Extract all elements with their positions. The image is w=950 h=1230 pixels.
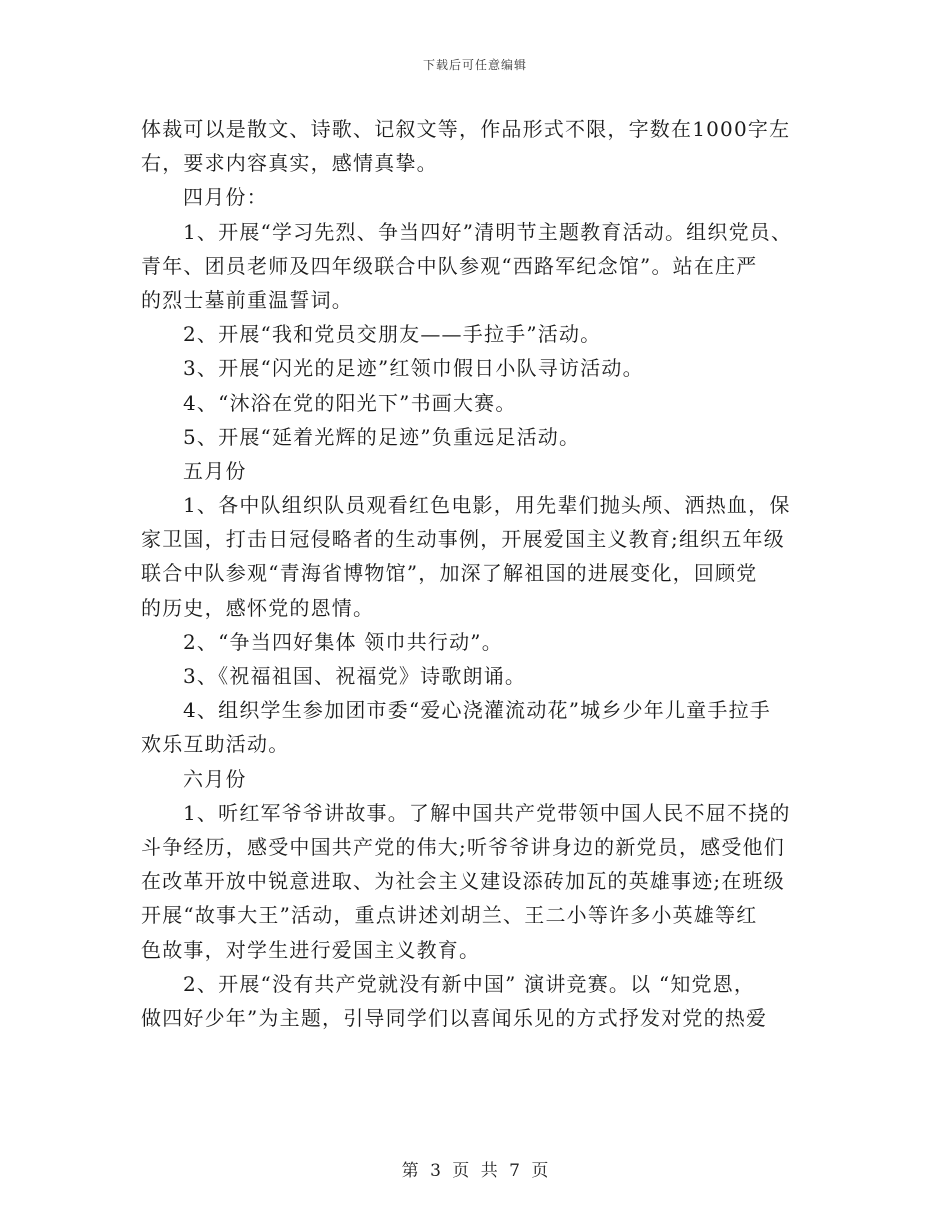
- text-line: 的烈士墓前重温誓词。: [141, 287, 353, 312]
- text-line: 2、“争当四好集体 领巾共行动”。: [183, 629, 503, 654]
- text-line: 2、开展“没有共产党就没有新中国” 演讲竞赛。以 “知党恩，: [183, 971, 756, 996]
- text-line: 5、开展“延着光辉的足迹”负重远足活动。: [183, 424, 581, 449]
- text-line: 六月份: [183, 766, 247, 791]
- text-line: 五月份: [183, 458, 247, 483]
- text-line: 做四好少年”为主题，引导同学们以喜闻乐见的方式抒发对党的热爱: [141, 1005, 768, 1030]
- text-line: 3、开展“闪光的足迹”红领巾假日小队寻访活动。: [183, 356, 644, 381]
- text-line: 家卫国，打击日冠侵略者的生动事例，开展爱国主义教育;组织五年级: [141, 527, 785, 552]
- text-line: 色故事，对学生进行爱国主义教育。: [141, 937, 481, 962]
- text-line: 4、组织学生参加团市委“爱心浇灌流动花”城乡少年儿童手拉手: [183, 698, 771, 723]
- text-line: 斗争经历，感受中国共产党的伟大;听爷爷讲身边的新党员，感受他们: [141, 834, 785, 859]
- text-line: 的历史，感怀党的恩情。: [141, 595, 375, 620]
- text-line: 四月份：: [183, 185, 268, 210]
- text-line: 青年、团员老师及四年级联合中队参观“西路军纪念馆”。站在庄严: [141, 253, 758, 278]
- text-line: 1、各中队组织队员观看红色电影，用先辈们抛头颅、洒热血，保: [183, 493, 791, 518]
- text-line: 1、开展“学习先烈、争当四好”清明节主题教育活动。组织党员、: [183, 219, 793, 244]
- text-line: 2、开展“我和党员交朋友——手拉手”活动。: [183, 322, 602, 347]
- text-line: 1、听红军爷爷讲故事。了解中国共产党带领中国人民不屈不挠的: [183, 800, 791, 825]
- document-body: [141, 112, 811, 1035]
- text-line: 在改革开放中锐意进取、为社会主义建设添砖加瓦的英雄事迹;在班级: [141, 869, 785, 894]
- text-line: 体裁可以是散文、诗歌、记叙文等，作品形式不限，字数在1000字左: [141, 117, 791, 141]
- page-footer: 第 3 页 共 7 页: [401, 1161, 549, 1181]
- page-header: 下载后可任意编辑: [422, 58, 527, 72]
- text-line: 右，要求内容真实，感情真挚。: [141, 151, 438, 176]
- text-line: 开展“故事大王”活动，重点讲述刘胡兰、王二小等许多小英雄等红: [141, 903, 758, 928]
- text-line: 3、《祝福祖国、祝福党》诗歌朗诵。: [183, 664, 527, 688]
- text-line: 欢乐互助活动。: [141, 732, 290, 757]
- text-line: 联合中队参观“青海省博物馆”，加深了解祖国的进展变化，回顾党: [141, 561, 758, 586]
- text-line: 4、“沐浴在党的阳光下”书画大赛。: [183, 390, 517, 415]
